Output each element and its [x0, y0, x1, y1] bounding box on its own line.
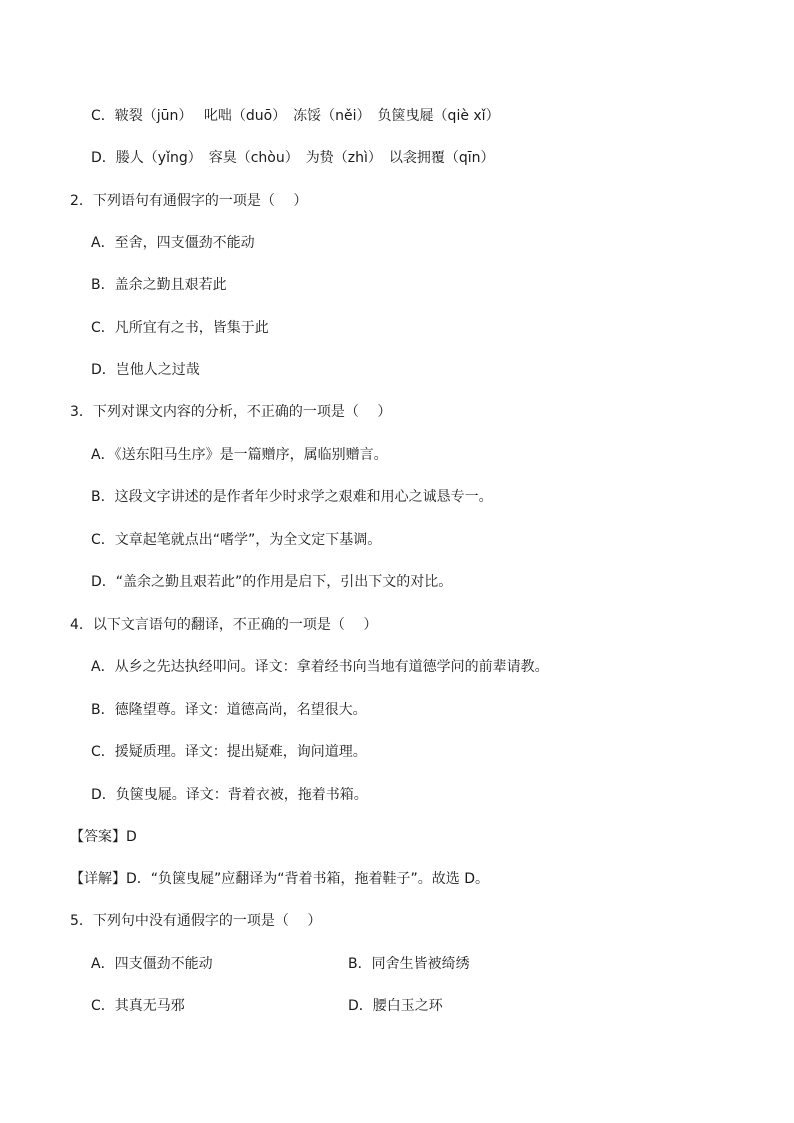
q1-option-c: C．皲裂（jūn） 叱咄（duō） 冻馁（něi） 负箧曳屣（qiè xǐ） — [91, 108, 500, 124]
q2-option-d: D．岂他人之过哉 — [91, 362, 200, 378]
q2-option-a: A．至舍，四支僵劲不能动 — [91, 235, 255, 251]
q5-option-a: A．四支僵劲不能动 — [91, 956, 213, 972]
q5-stem: 5．下列句中没有通假字的一项是（ ） — [70, 913, 322, 929]
q3-option-c: C．文章起笔就点出“嗜学”，为全文定下基调。 — [91, 532, 382, 548]
q3-option-a: A．《送东阳马生序》是一篇赠序，属临别赠言。 — [91, 447, 388, 463]
q3-option-b: B．这段文字讲述的是作者年少时求学之艰难和用心之诚恳专一。 — [91, 489, 493, 505]
q2-option-b: B．盖余之勤且艰若此 — [91, 277, 227, 293]
q2-stem: 2．下列语句有通假字的一项是（ ） — [70, 193, 308, 209]
q4-option-c: C．援疑质理。译文：提出疑难，询问道理。 — [91, 744, 367, 760]
q2-option-c: C．凡所宜有之书，皆集于此 — [91, 320, 269, 336]
q5-option-c: C．其真无马邪 — [91, 998, 185, 1014]
q4-answer: 【答案】D — [70, 829, 137, 845]
q3-stem: 3．下列对课文内容的分析，不正确的一项是（ ） — [70, 404, 392, 420]
q4-option-d: D．负箧曳屣。译文：背着衣被，拖着书箱。 — [91, 787, 368, 803]
q4-explanation: 【详解】D．“负箧曳屣”应翻译为“背着书箱，拖着鞋子”。故选 D。 — [70, 871, 490, 887]
q3-option-d: D．“盖余之勤且艰若此”的作用是启下，引出下文的对比。 — [91, 574, 453, 590]
q5-option-b: B．同舍生皆被绮绣 — [348, 956, 470, 972]
q4-stem: 4．以下文言语句的翻译，不正确的一项是（ ） — [70, 617, 378, 633]
q4-option-a: A．从乡之先达执经叩问。译文：拿着经书向当地有道德学问的前辈请教。 — [91, 659, 549, 675]
q5-option-d: D．腰白玉之环 — [348, 998, 443, 1014]
q1-option-d: D．媵人（yǐng） 容臭（chòu） 为贽（zhì） 以衾拥覆（qīn） — [91, 150, 495, 166]
q4-option-b: B．德隆望尊。译文：道德高尚，名望很大。 — [91, 702, 367, 718]
